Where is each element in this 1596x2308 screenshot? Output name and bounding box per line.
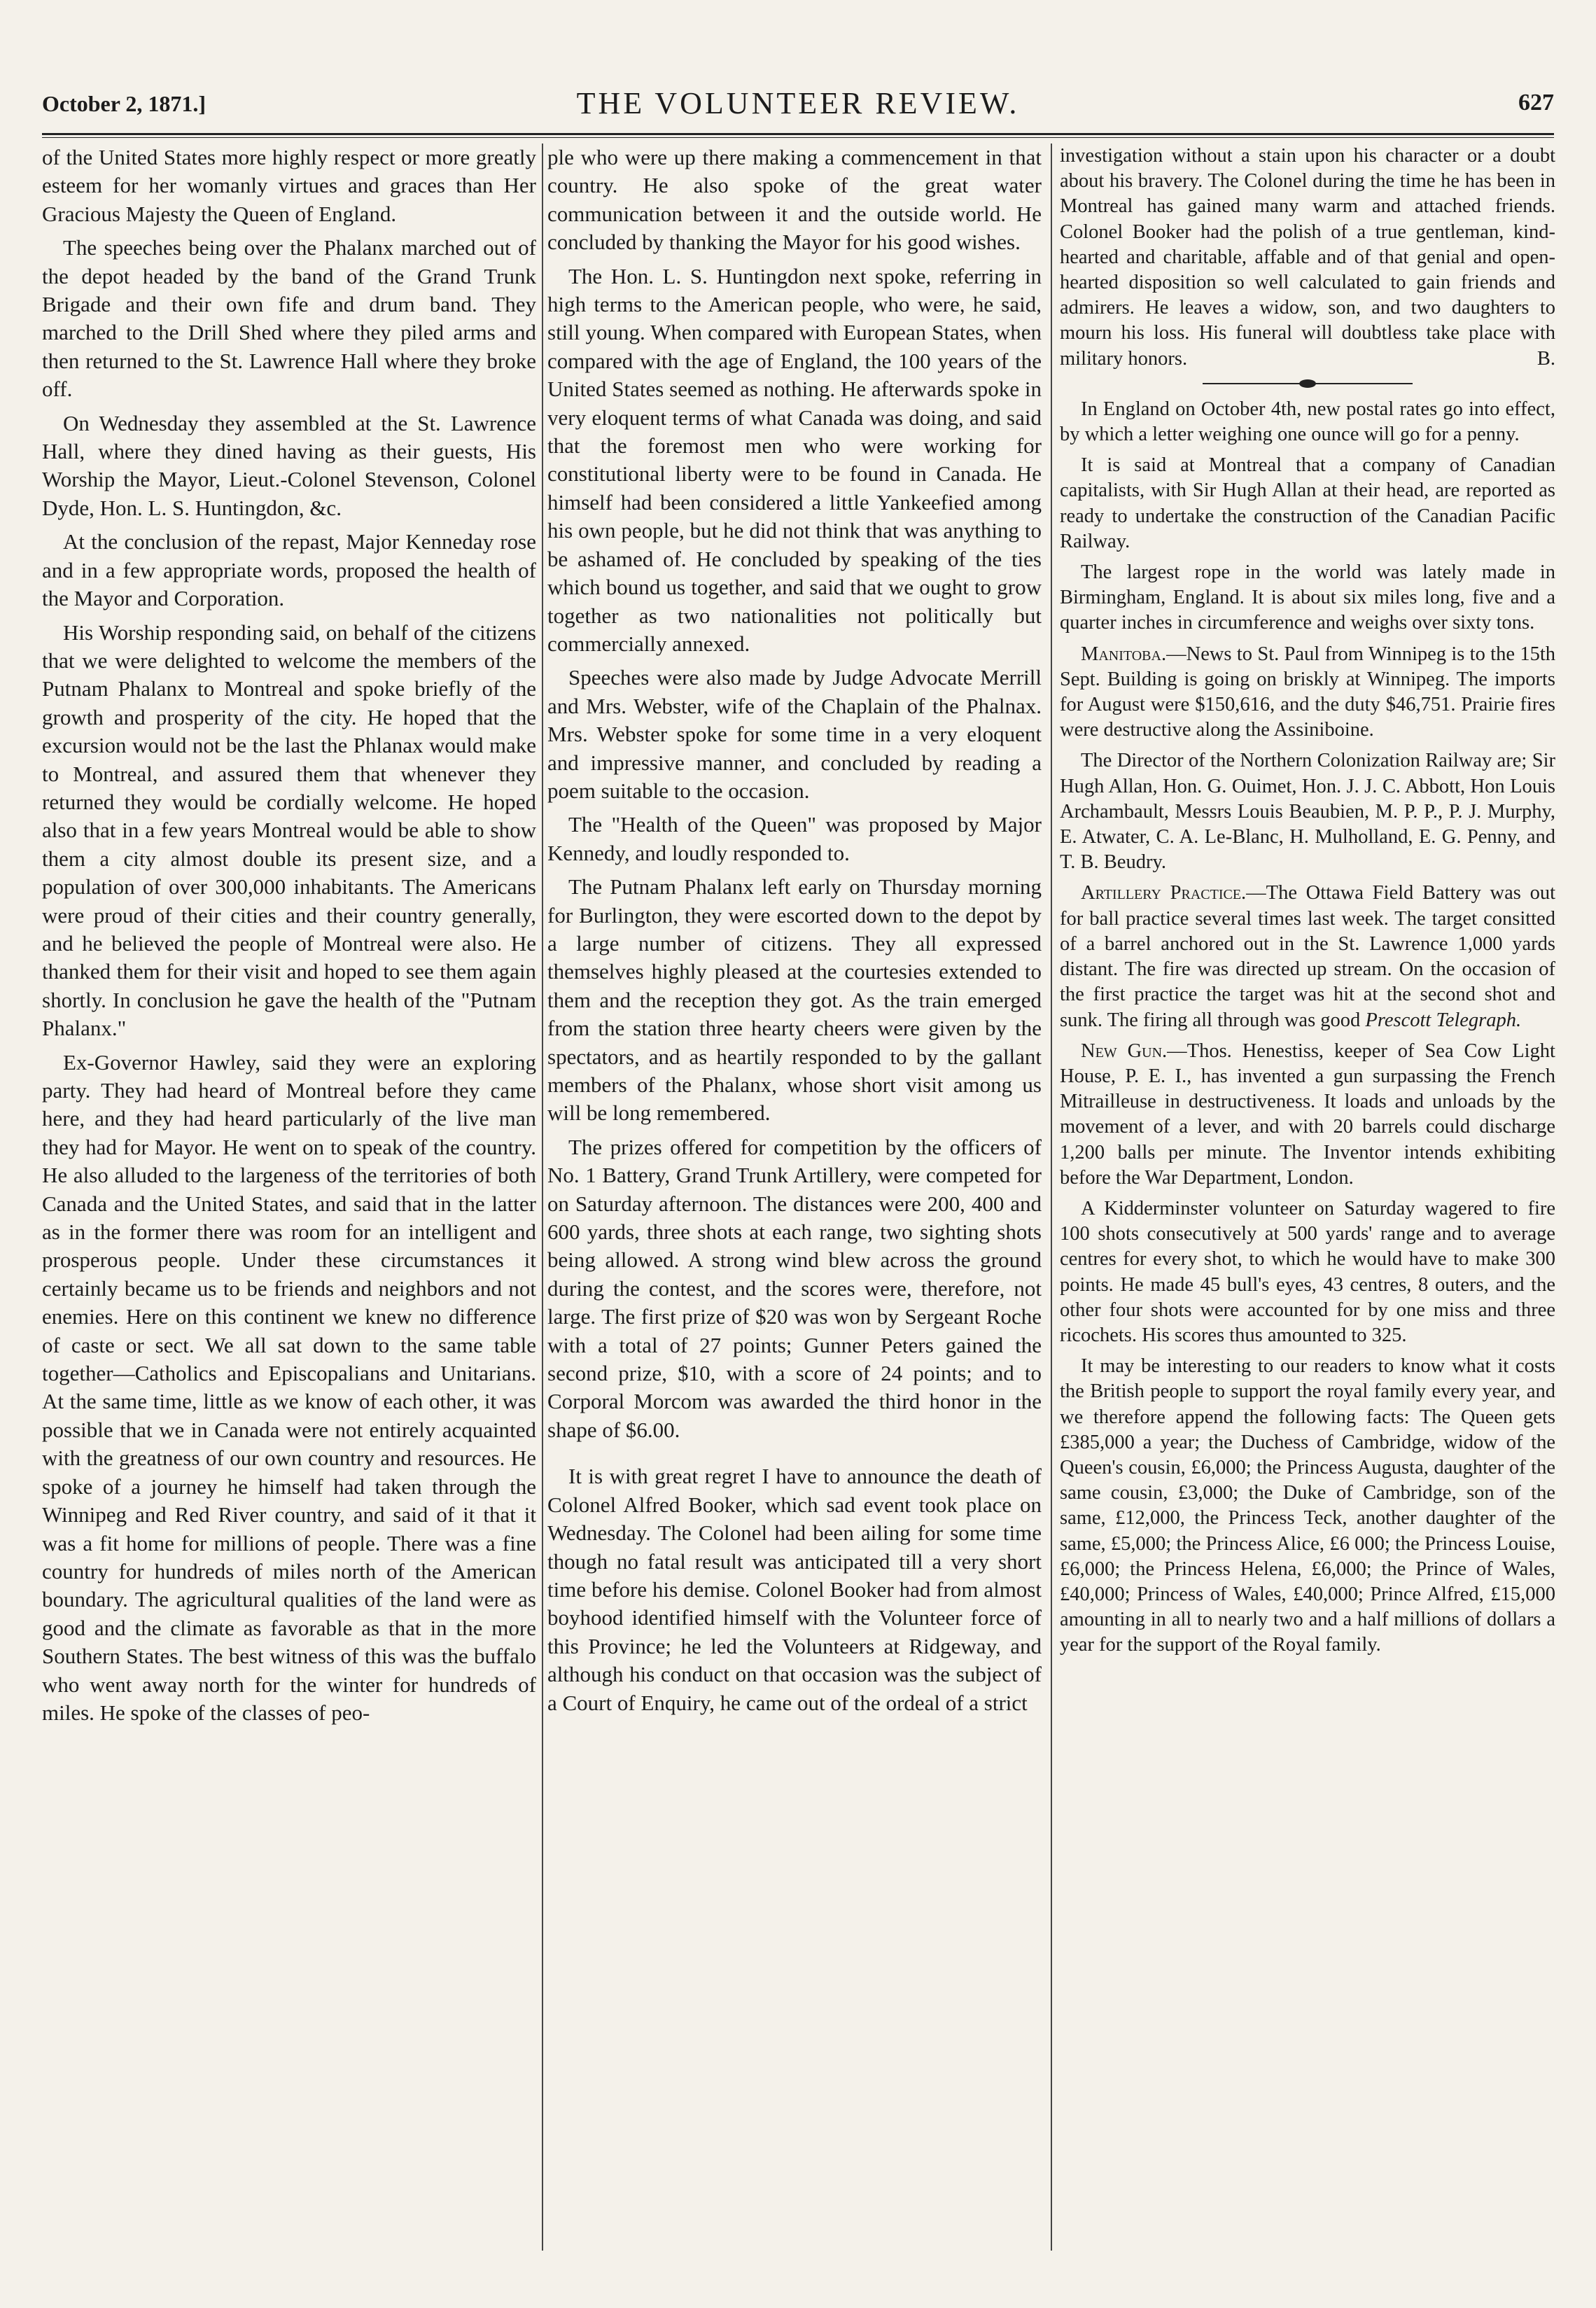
item-text: —News to St. Paul from Winnipeg is to the 15th Sept. Building is going on briskly at Winnipeg. The imports for August were $150,616, and the duty $46,751. Prairie fires were destructive along the Assiniboine.: [1060, 643, 1555, 741]
page-header: [42, 83, 1554, 132]
item-heading: Artillery Practice.: [1081, 882, 1247, 904]
paragraph: The Hon. L. S. Huntingdon next spoke, referring in high terms to the American people, who were, he said, still young. When compared with European States, when compared with the age of England, the 100 years of the United States seemed as nothing. He afterwards spoke in very eloquent terms of what Canada was doing, and said that the foremost men who were working for constitutional liberty were to be found in Canada. He himself had been considered a little Yankeefied among his own people, but he did not think that was anything to be ashamed of. He concluded by speaking of the ties which bound us together, and said that we ought to grow together as two nationalities not politically but commercially annexed.: [547, 263, 1042, 656]
paragraph: [1060, 881, 1555, 1033]
paragraph: [1060, 642, 1555, 743]
paragraph: The prizes offered for competition by the officers of No. 1 Battery, Grand Trunk Artillery, were competed for on Saturday afternoon. The distances were 200, 400 and 600 yards, three shots at each range, two sighting shots being allowed. A strong wind blew across the ground during the contest, and the scores were, therefore, not large. The first prize of $20 was won by Sergeant Roche with a total of 27 points; Gunner Peters gained the second prize, $10, with a score of 24 points; and to Corporal Morcom was awarded the third honor in the shape of $6.00.: [547, 1134, 1042, 1442]
paragraph: In England on October 4th, new postal rates go into effect, by which a letter weighing one ounce will go for a penny.: [1060, 398, 1555, 446]
paragraph: Ex-Governor Hawley, said they were an exploring party. They had heard of Montreal before they came here, and they had heard particularly of the live man they had for Mayor. He went on to speak of the country. He also alluded to the largeness of the territories of both Canada and the United States, and said that in the latter as in the former there was room for an intelligent and prosperous people. Under these circumstances it certainly became us to be friends and neighbors and not enemies. Here on this continent we knew no difference of caste or sect. We all sat down to the same table together—Catholics and Episcopalians and Unitarians. At the same time, little as we know of each other, it was possible that we in Canada were not entirely acquainted with the greatness of our own country and resources. He spoke of a journey he himself had taken through the Winnipeg and Red River country, and said of it that it was a fit home for millions of people. There was a fine country for hundreds of miles north of the American boundary. The agricultural qualities of the land were as good and the climate as favorable as that in the more Southern States. The best witness of this was the buffalo who went away north for the winter for hundreds of miles. He spoke of the classes of peo-: [42, 1049, 536, 1725]
paragraph: At the conclusion of the repast, Major Kenneday rose and in a few appropriate words, proposed the health of the Mayor and Corporation.: [42, 529, 536, 611]
column-divider-2: [1051, 144, 1052, 2251]
paragraph: A Kidderminster volunteer on Saturday wagered to fire 100 shots consecutively at 500 yards' range and to average centres for every shot, to which he would have to make 300 points. He made 45 bull's eyes, 43 centres, 8 outers, and the other four shots were accounted for by one miss and three ricochets. His scores thus amounted to 325.: [1060, 1197, 1555, 1346]
paragraph: The "Health of the Queen" was proposed by Major Kennedy, and loudly responded to.: [547, 812, 1042, 865]
section-divider: [1203, 383, 1413, 384]
column-divider-1: [542, 144, 543, 2251]
paragraph: The Putnam Phalanx left early on Thursday morning for Burlington, they were escorted down to the depot by a large number of citizens. They all expressed themselves highly pleased at the courtesies extended to them and the reception they got. As the train emerged from the station three hearty cheers were given by the spectators, and as heartily responded to by the gallant members of the Phalanx, whose short visit among us will be long remembered.: [547, 874, 1042, 1126]
paragraph: On Wednesday they assembled at the St. Lawrence Hall, where they dined having as their guests, His Worship the Mayor, Lieut.-Colonel Stevenson, Colonel Dyde, Hon. L. S. Huntingdon, &c.: [42, 410, 536, 520]
paragraph: The speeches being over the Phalanx marched out of the depot headed by the band of the Grand Trunk Brigade and their own fife and drum band. They marched to the Drill Shed where they piled arms and then returned to the St. Lawrence Hall where they broke off.: [42, 235, 536, 402]
page-number: 627: [1518, 90, 1554, 116]
paragraph: Speeches were also made by Judge Advocate Merrill and Mrs. Webster, wife of the Chaplain of the Phalnax. Mrs. Webster spoke for some time in a very eloquent and impressive manner, and concluded by reading a poem suitable to the occasion.: [547, 665, 1042, 803]
paragraph: [1060, 144, 1555, 372]
paragraph: The largest rope in the world was lately made in Birmingham, England. It is about six miles long, five and a quarter inches in circumference and weighs over sixty tons.: [1060, 561, 1555, 634]
paragraph: His Worship responding said, on behalf of the citizens that we were delighted to welcome the members of the Putnam Phalanx to Montreal and spoke briefly of the growth and prosperity of the city. He hoped that the excursion would not be the last the Phlanax would make to Montreal, and assured them that whenever they returned they would be cordially welcome. He hoped also that in a few years Montreal would be able to show them a city almost double its present size, and a population of over 300,000 inhabitants. The Americans were proud of their cities and their country generally, and he believed the people of Montreal were also. He thanked them for their visit and hoped to see them again shortly. In conclusion he gave the health of the "Putnam Phalanx.": [42, 620, 536, 1041]
item-text: —Thos. Henestiss, keeper of Sea Cow Light House, P. E. I., has invented a gun surpassing the French Mitrailleuse in destructiveness. It loads and unloads by the movement of a lever, and with 20 barrels could discharge 1,200 balls per minute. The Inventor intends exhibiting before the War Department, London.: [1060, 1040, 1555, 1189]
masthead-title: THE VOLUNTEER REVIEW.: [576, 86, 1020, 120]
paragraph: ple who were up there making a commencement in that country. He also spoke of the great water communication between it and the outside world. He concluded by thanking the Mayor for his good wishes.: [547, 145, 1042, 255]
paragraph: It is with great regret I have to announce the death of Colonel Alfred Booker, which sad event took place on Wednesday. The Colonel had been ailing for some time though no fatal result was anticipated till a very short time before his demise. Colonel Booker had from almost boyhood identified himself with the Volunteer force of this Province; he led the Volunteers at Ridgeway, and although his conduct on that occasion was the subject of a Court of Enquiry, he came out of the ordeal of a strict: [547, 1464, 1042, 1715]
header-rule: [42, 133, 1554, 138]
item-text: —The Ottawa Field Battery was out for ball practice several times last week. The target consitted of a barrel anchored out in the St. Lawrence 1,000 yards distant. The fire was directed up stream. On the occasion of the first practice the target was hit at the second shot and sunk. The firing all through was good: [1060, 882, 1555, 1031]
issue-date: October 2, 1871.]: [42, 91, 206, 116]
paragraph: of the United States more highly respect or more greatly esteem for her womanly virtues and graces than Her Gracious Majesty the Queen of England.: [42, 145, 536, 226]
column-1: [42, 144, 536, 2251]
paragraph: The Director of the Northern Colonization Railway are; Sir Hugh Allan, Hon. G. Ouimet, Hon. J. J. C. Abbott, Hon Louis Archambault, Messrs Louis Beaubien, M. P. P., P. J. Murphy, E. Atwater, C. A. Le-Blanc, H. Mulholland, E. G. Penny, and T. B. Beudry.: [1060, 750, 1555, 874]
column-2: [547, 144, 1042, 2251]
signature: B.: [1536, 347, 1555, 370]
booker-conclusion: investigation without a stain upon his character or a doubt about his bravery. The Colonel during the time he has been in Montreal has gained many warm and attached friends. Colonel Booker had the polish of a true gentleman, kind-hearted and charitable, affable and of that genial and open-hearted disposition so well calculated to gain friends and admirers. He leaves a widow, son, and two daughters to mourn his loss. His funeral will doubtless take place with military honors.: [1060, 145, 1555, 370]
item-heading: New Gun.: [1081, 1040, 1168, 1062]
item-heading: Manitoba.: [1081, 643, 1167, 665]
paragraph: It is said at Montreal that a company of Canadian capitalists, with Sir Hugh Allan at their head, are reported as ready to undertake the construction of the Canadian Pacific Railway.: [1060, 454, 1555, 552]
source-credit: Prescott Telegraph.: [1365, 1009, 1522, 1031]
column-3: [1060, 144, 1555, 2251]
paragraph: It may be interesting to our readers to know what it costs the British people to support the royal family every year, and we therefore append the following facts: The Queen gets £385,000 a year; the Duchess of Cambridge, widow of the Queen's cousin, £6,000; the Princess Augusta, daughter of the same cousin, £3,000; the Duke of Cambridge, son of the same, £12,000, the Princess Teck, another daughter of the same, £5,000; the Princess Alice, £6 000; the Princess Louise, £6,000; the Princess Helena, £6,000; the Prince of Wales, £40,000; Princess of Wales, £40,000; Prince Alfred, £15,000 amounting in all to nearly two and a half millions of dollars a year for the support of the Royal family.: [1060, 1355, 1555, 1656]
paragraph: [1060, 1039, 1555, 1191]
